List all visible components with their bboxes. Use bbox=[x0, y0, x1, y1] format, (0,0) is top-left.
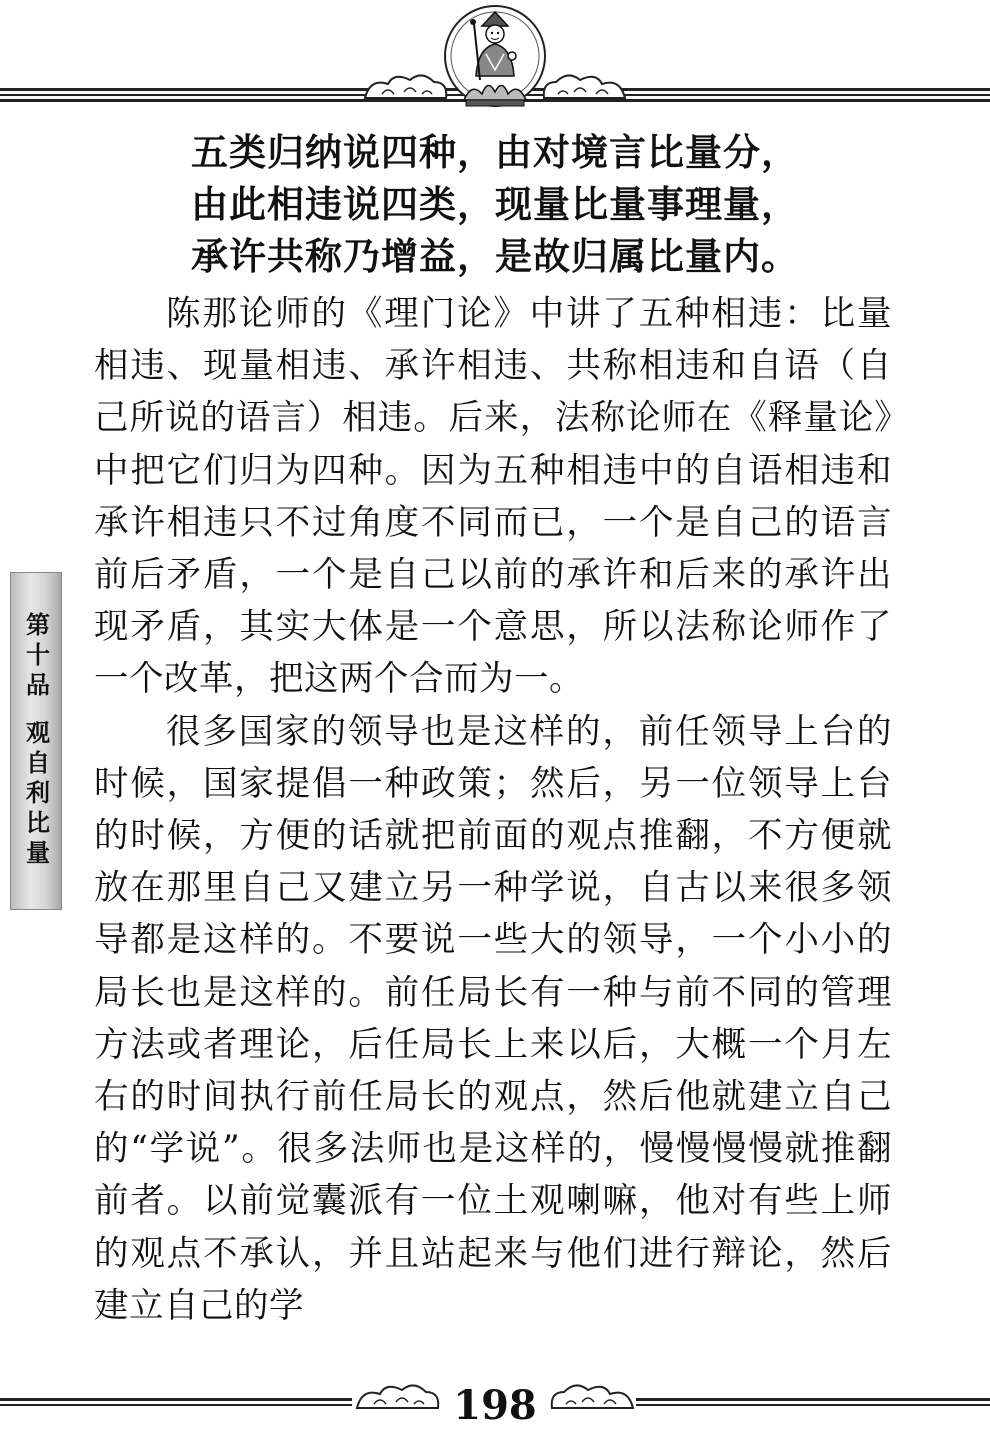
cloud-scroll-icon bbox=[540, 68, 630, 108]
verse-line-1: 五类归纳说四种，由对境言比量分， bbox=[191, 131, 799, 174]
body-text bbox=[94, 288, 892, 1332]
verse-line-2: 由此相违说四类，现量比量事理量， bbox=[191, 183, 799, 226]
verse-line-3: 承许共称乃增益，是故归属比量内。 bbox=[191, 235, 799, 278]
paragraph: 陈那论师的《理门论》中讲了五种相违：比量相违、现量相违、承许相违、共称相违和自语（自己所说的语言）相违。后来，法称论师在《释量论》中把它们归为四种。因为五种相违中的自语相违和承许相违只不过角度不同而已，一个是自己的语言前后矛盾，一个是自己以前的承许和后来的承许出现矛盾，其实大体是一个意思，所以法称论师作了一个改革，把这两个合而为一。 bbox=[94, 294, 892, 700]
paragraph: 很多国家的领导也是这样的，前任领导上台的时候，国家提倡一种政策；然后，另一位领导上台的时候，方便的话就把前面的观点推翻，不方便就放在那里自己又建立另一种学说，自古以来很多领导都是这样的。不要说一些大的领导，一个小小的局长也是这样的。前任局长有一种与前不同的管理方法或者理论，后任局长上来以后，大概一个月左右的时间执行前任局长的观点，然后他就建立自己的“学说”。很多法师也是这样的，慢慢慢慢就推翻前者。以前觉囊派有一位土观喇嘛，他对有些上师的观点不承认，并且站起来与他们进行辩论，然后建立自己的学 bbox=[94, 711, 892, 1326]
padmasambhava-figure-icon bbox=[442, 4, 548, 112]
chapter-number: 第十品 bbox=[21, 612, 50, 702]
page-number: 198 bbox=[453, 1382, 537, 1429]
chapter-side-tab bbox=[10, 572, 62, 910]
cloud-scroll-icon bbox=[360, 68, 450, 108]
chapter-title: 观自利比量 bbox=[21, 720, 50, 870]
